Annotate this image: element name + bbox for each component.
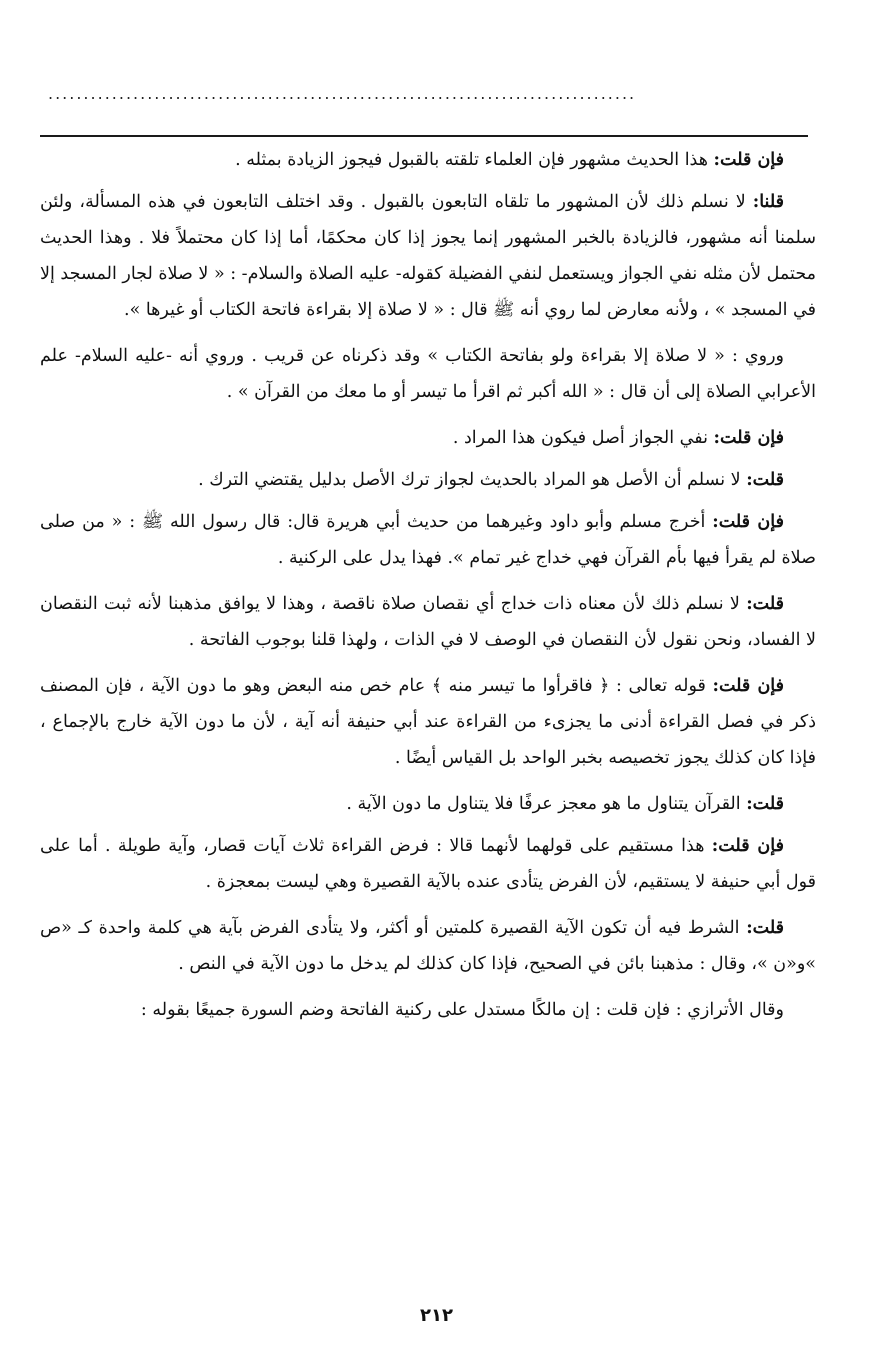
paragraph-lead: قلت: [746,918,784,938]
paragraph-text: القرآن يتناول ما هو معجز عرفًا فلا يتناول ما دون الآية . [346,794,747,814]
paragraph-lead: قلت: [746,470,784,490]
main-text [40,142,816,1034]
paragraph [40,504,816,576]
page-number: ٢١٢ [420,1305,453,1326]
paragraph-lead: فإن قلت: [712,676,785,696]
paragraph [40,142,816,178]
paragraph-text: وروي : « لا صلاة إلا بقراءة ولو بفاتحة الكتاب » وقد ذكرناه عن قريب . وروي أنه -عليه السلام- علم الأعرابي الصلاة إلى أن قال : « الله أكبر ثم اقرأ ما تيسر أو ما معك من القرآن » . [40,346,816,402]
paragraph-lead: فإن قلت: [711,836,784,856]
paragraph-lead: قلنا: [752,192,784,212]
paragraph [40,786,816,822]
paragraph-lead: فإن قلت: [713,150,784,170]
paragraph-lead: قلت: [746,594,784,614]
paragraph-text: هذا مستقيم على قولهما لأنهما قالا : فرض القراءة ثلاث آيات قصار، وآية طويلة . أما على قول أبي حنيفة لا يستقيم، لأن الفرض يتأدى عنده بالآية القصيرة وهي ليست بمعجزة . [40,836,816,892]
paragraph-text: نفي الجواز أصل فيكون هذا المراد . [452,428,714,448]
paragraph-lead: فإن قلت: [713,428,784,448]
paragraph-text: الشرط فيه أن تكون الآية القصيرة كلمتين أو أكثر، ولا يتأدى الفرض بآية هي كلمة واحدة كـ «ص »و«ن »، وقال : مذهبنا بائن في الصحيح، فإذا كان كذلك لم يدخل ما دون الآية في النص . [40,918,816,974]
paragraph [40,828,816,900]
paragraph [40,586,816,658]
paragraph-text: لا نسلم أن الأصل هو المراد بالحديث لجواز ترك الأصل بدليل يقتضي الترك . [198,470,747,490]
paragraph [40,338,816,410]
paragraph-text: هذا الحديث مشهور فإن العلماء تلقته بالقبول فيجوز الزيادة بمثله . [235,150,714,170]
paragraph [40,992,816,1028]
horizontal-rule [40,135,808,137]
paragraph [40,910,816,982]
footnote-dots: ................................................................................... [48,84,637,103]
paragraph-lead: قلت: [746,794,784,814]
paragraph-text: لا نسلم ذلك لأن المشهور ما تلقاه التابعون بالقبول . وقد اختلف التابعون في هذه المسألة، ولئن سلمنا أنه مشهور، فالزيادة بالخبر المشهور إنما يجوز إذا كان محكمًا، أما إذا كان محتملاً فلا . وهذا الحديث محتمل لأن مثله نفي الجواز ويستعمل لنفي الفضيلة كقوله- عليه الصلاة والسلام- : « لا صلاة لجار المسجد إلا في المسجد » ، ولأنه معارض لما روي أنه ﷺ قال : « لا صلاة إلا بقراءة فاتحة الكتاب أو غيرها ». [40,192,816,320]
paragraph-text: أخرج مسلم وأبو داود وغيرهما من حديث أبي هريرة قال: قال رسول الله ﷺ : « من صلى صلاة لم يقرأ فيها بأم القرآن فهي خداج غير تمام ». فهذا يدل على الركنية . [40,512,816,568]
paragraph-text: قوله تعالى : ﴿ فاقرأوا ما تيسر منه ﴾ عام خص منه البعض وهو ما دون الآية ، فإن المصنف ذكر في فصل القراءة أدنى ما يجزىء من القراءة عند أبي حنيفة أنه آية ، لأن ما دون الآية خارج بالإجماع ، فإذا كان كذلك يجوز تخصيصه بخبر الواحد بل القياس أيضًا . [40,676,816,768]
paragraph [40,420,816,456]
paragraph-text: وقال الأترازي : فإن قلت : إن مالكًا مستدل على ركنية الفاتحة وضم السورة جميعًا بقوله : [140,1000,784,1020]
paragraph [40,668,816,776]
paragraph [40,184,816,328]
paragraph-lead: فإن قلت: [712,512,784,532]
paragraph [40,462,816,498]
paragraph-text: لا نسلم ذلك لأن معناه ذات خداج أي نقصان صلاة ناقصة ، وهذا لا يوافق مذهبنا لأنه ثبت النقصان لا الفساد، ونحن نقول لأن النقصان في الوصف لا في الذات ، ولهذا قلنا بوجوب الفاتحة . [40,594,816,650]
